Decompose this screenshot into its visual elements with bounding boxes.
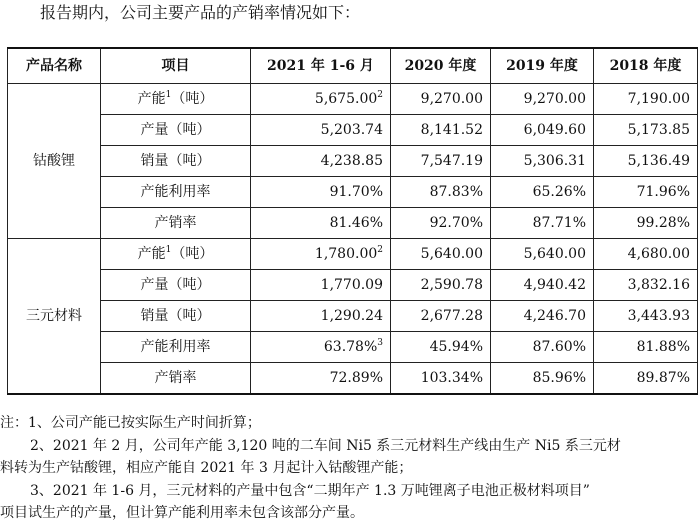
value-cell: 5,173.85 [594, 115, 698, 146]
item-cell: 产能利用率 [101, 332, 251, 363]
item-cell: 销量（吨） [101, 301, 251, 332]
table-row [8, 301, 698, 332]
value-cell: 2,590.78 [391, 270, 491, 301]
value-cell: 91.70% [251, 177, 391, 208]
footnote-marker: 2 [377, 90, 383, 100]
table-row [8, 239, 698, 270]
value-cell: 5,306.31 [491, 146, 594, 177]
value-cell: 2,677.28 [391, 301, 491, 332]
item-unit: （吨） [171, 91, 214, 107]
value-cell: 92.70% [391, 208, 491, 239]
product-name-cell: 三元材料 [8, 239, 101, 395]
value-cell [251, 84, 391, 115]
table-row [8, 332, 698, 363]
value-cell: 4,940.42 [491, 270, 594, 301]
item-cell: 销量（吨） [101, 146, 251, 177]
footnote-1: 注：1、公司产能已按实际生产时间折算； [0, 415, 261, 431]
value-cell: 7,547.19 [391, 146, 491, 177]
value-cell: 8,141.52 [391, 115, 491, 146]
item-cell: 产量（吨） [101, 115, 251, 146]
table-row [8, 177, 698, 208]
value-cell: 9,270.00 [491, 84, 594, 115]
header-2020: 2020 年度 [391, 48, 491, 84]
value-cell: 4,238.85 [251, 146, 391, 177]
item-cell [101, 84, 251, 115]
value-cell: 45.94% [391, 332, 491, 363]
footnote-marker: 1 [165, 90, 172, 100]
item-label: 产能 [137, 246, 166, 262]
value-text: 1,780.00 [314, 246, 378, 262]
value-cell: 81.46% [251, 208, 391, 239]
value-cell: 7,190.00 [594, 84, 698, 115]
value-cell: 72.89% [251, 363, 391, 395]
value-cell: 5,203.74 [251, 115, 391, 146]
item-cell: 产量（吨） [101, 270, 251, 301]
value-text: 5,675.00 [314, 91, 378, 107]
table-header-row [8, 48, 698, 84]
intro-text: 报告期内，公司主要产品的产销率情况如下： [40, 3, 361, 22]
value-cell: 3,443.93 [594, 301, 698, 332]
value-cell: 9,270.00 [391, 84, 491, 115]
value-cell [251, 239, 391, 270]
value-cell: 71.96% [594, 177, 698, 208]
value-cell: 1,290.24 [251, 301, 391, 332]
table-row [8, 270, 698, 301]
value-cell: 4,680.00 [594, 239, 698, 270]
footnotes [0, 412, 700, 525]
value-cell: 81.88% [594, 332, 698, 363]
footnote-marker: 1 [165, 245, 172, 255]
value-cell: 3,832.16 [594, 270, 698, 301]
footnote-2: 2、2021 年 2 月，公司年产能 3,120 吨的二车间 Ni5 系三元材料生产线由生产 Ni5 系三元材 [30, 437, 621, 454]
footnote-2-cont: 料转为生产钴酸锂，相应产能自 2021 年 3 月起计入钴酸锂产能； [0, 460, 413, 476]
item-unit: （吨） [171, 246, 214, 262]
item-cell: 产销率 [101, 208, 251, 239]
value-cell [251, 332, 391, 363]
value-cell: 99.28% [594, 208, 698, 239]
value-cell: 103.34% [391, 363, 491, 395]
header-item: 项目 [101, 48, 251, 84]
header-product-name: 产品名称 [8, 48, 101, 84]
table-row [8, 208, 698, 239]
item-cell: 产能利用率 [101, 177, 251, 208]
table-row [8, 84, 698, 115]
value-cell: 87.83% [391, 177, 491, 208]
value-cell: 4,246.70 [491, 301, 594, 332]
table-row [8, 363, 698, 395]
footnote-marker: 2 [377, 245, 383, 255]
value-cell: 87.71% [491, 208, 594, 239]
capacity-sales-table [7, 47, 698, 395]
header-2018: 2018 年度 [594, 48, 698, 84]
value-text: 63.78% [323, 339, 378, 355]
header-2019: 2019 年度 [491, 48, 594, 84]
value-cell: 5,640.00 [391, 239, 491, 270]
value-cell: 87.60% [491, 332, 594, 363]
table-row [8, 146, 698, 177]
value-cell: 5,640.00 [491, 239, 594, 270]
footnote-3-cont: 项目试生产的产量，但计算产能利用率未包含该部分产量。 [0, 505, 364, 521]
value-cell: 5,136.49 [594, 146, 698, 177]
value-cell: 89.87% [594, 363, 698, 395]
item-cell: 产销率 [101, 363, 251, 395]
footnote-3: 3、2021 年 1-6 月，三元材料的产量中包含“二期年产 1.3 万吨锂离子电池正极材料项目” [30, 482, 590, 499]
value-cell: 6,049.60 [491, 115, 594, 146]
table-row [8, 115, 698, 146]
item-cell [101, 239, 251, 270]
product-name-cell: 钴酸锂 [8, 84, 101, 239]
value-cell: 85.96% [491, 363, 594, 395]
item-label: 产能 [137, 91, 166, 107]
header-2021-h1: 2021 年 1-6 月 [251, 48, 391, 84]
value-cell: 1,770.09 [251, 270, 391, 301]
value-cell: 65.26% [491, 177, 594, 208]
footnote-marker: 3 [377, 338, 383, 348]
